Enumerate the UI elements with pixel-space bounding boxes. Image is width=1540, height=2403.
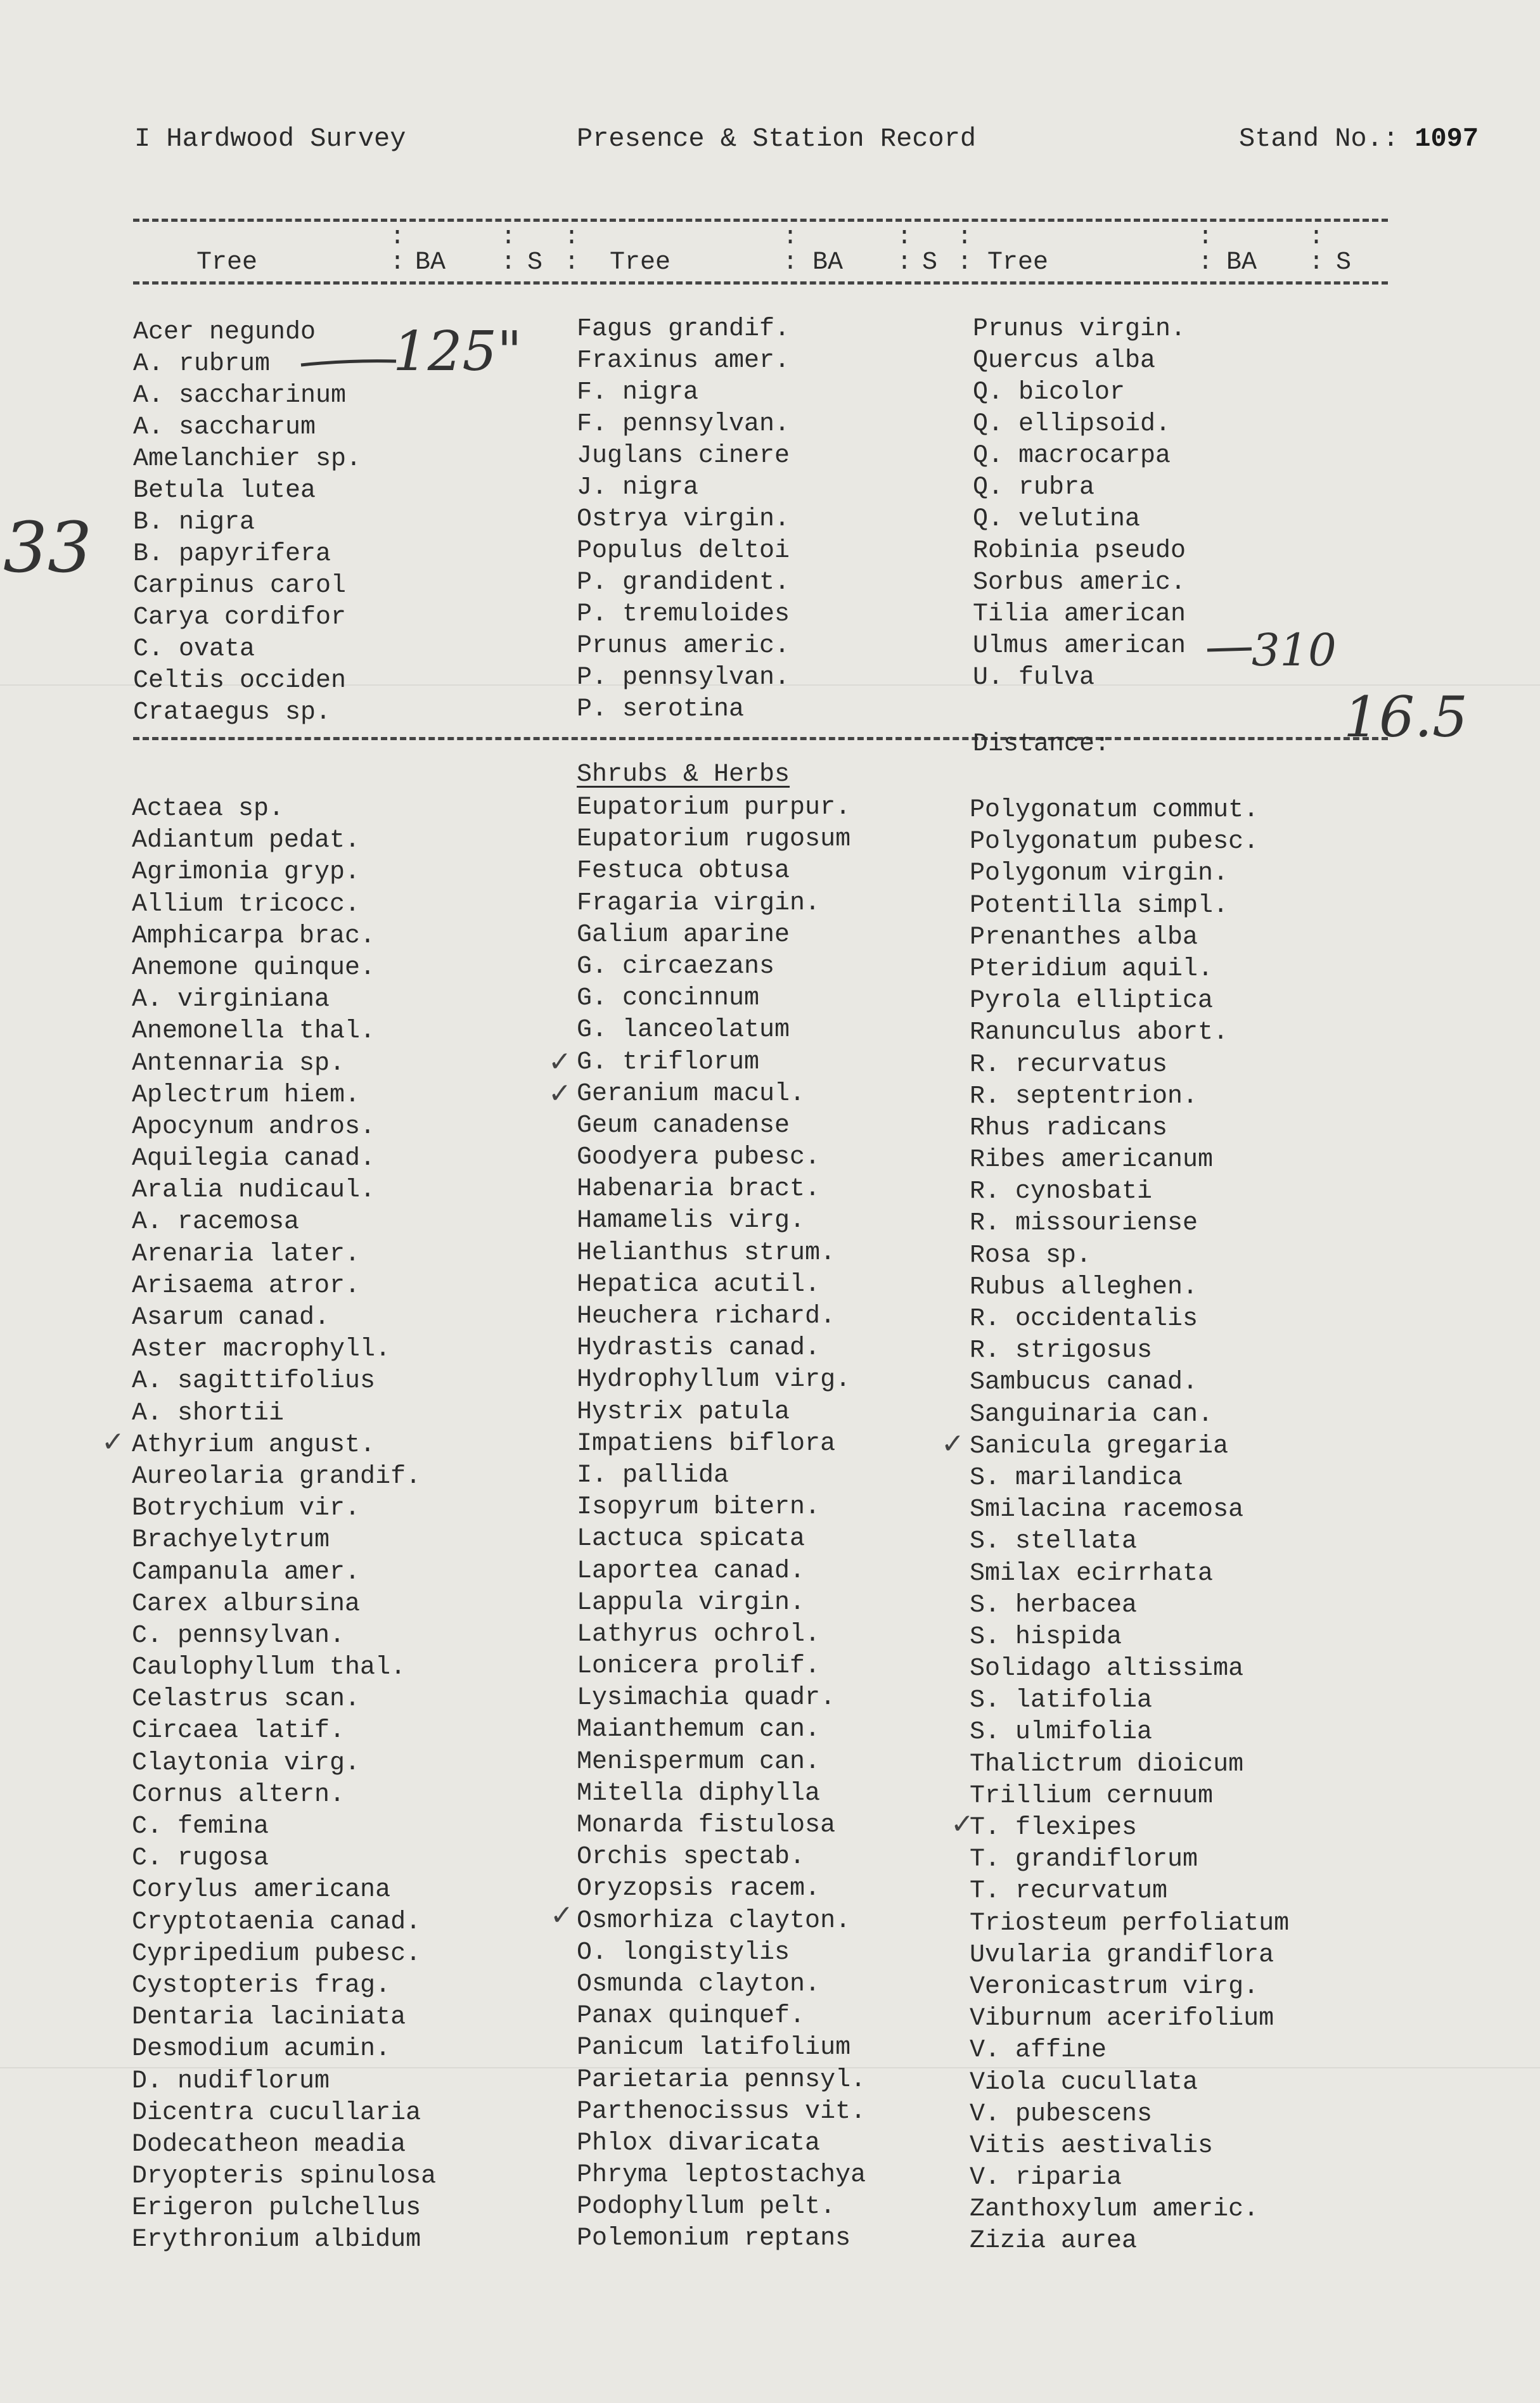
species-entry: Rubus alleghen.: [970, 1272, 1198, 1302]
paper-fold: [0, 684, 1540, 686]
species-entry: Podophyllum pelt.: [577, 2193, 836, 2222]
species-entry: Q. velutina: [973, 505, 1141, 534]
species-entry: Orchis spectab.: [577, 1843, 805, 1872]
species-entry: A. virginiana: [132, 985, 330, 1015]
species-entry: Zizia aurea: [970, 2227, 1138, 2256]
species-entry: Sanicula gregaria: [970, 1432, 1229, 1461]
species-entry: Polygonum virgin.: [970, 859, 1229, 888]
species-entry: Cystopteris frag.: [132, 1971, 391, 2000]
species-entry: R. occidentalis: [970, 1305, 1198, 1333]
species-entry: Ostrya virgin.: [577, 505, 790, 534]
species-entry: Prenanthes alba: [970, 923, 1198, 952]
survey-title: I Hardwood Survey: [134, 124, 406, 154]
species-entry: Pyrola elliptica: [970, 987, 1214, 1016]
species-entry: G. triflorum: [577, 1048, 760, 1077]
species-entry: F. nigra: [577, 378, 699, 407]
species-entry: Juglans cinere: [577, 442, 790, 470]
species-entry: Dentaria laciniata: [132, 2003, 406, 2032]
species-entry: Zanthoxylum americ.: [970, 2195, 1259, 2224]
tree-list-column-2: [577, 314, 790, 726]
column-separator: : :: [501, 223, 517, 277]
species-entry: S. stellata: [970, 1527, 1138, 1556]
species-entry: Galium aparine: [577, 920, 790, 949]
species-entry: Amphicarpa brac.: [132, 921, 376, 951]
species-entry: Aster macrophyll.: [132, 1335, 391, 1364]
species-entry: Smilax ecirrhata: [970, 1559, 1214, 1588]
species-entry: Helianthus strum.: [577, 1238, 836, 1267]
species-entry: Monarda fistulosa: [577, 1811, 836, 1840]
stand-number: 1097: [1415, 124, 1479, 154]
check-mark-icon: ✓: [550, 1899, 574, 1932]
species-entry: Anemonella thal.: [132, 1017, 376, 1046]
species-entry: Habenaria bract.: [577, 1175, 821, 1204]
species-entry: Q. ellipsoid.: [973, 410, 1171, 439]
species-entry: Populus deltoi: [577, 537, 790, 565]
species-entry: Impatiens biflora: [577, 1429, 836, 1458]
species-entry: Claytonia virg.: [132, 1748, 361, 1778]
species-entry: Carex albursina: [132, 1589, 361, 1618]
species-entry: A. saccharinum: [133, 381, 347, 410]
species-entry: Ribes americanum: [970, 1146, 1214, 1175]
column-header-tree: Tree: [987, 248, 1049, 277]
species-entry: Dicentra cucullaria: [132, 2098, 421, 2127]
species-entry: Polygonatum pubesc.: [970, 828, 1259, 857]
record-title: Presence & Station Record: [577, 124, 977, 154]
species-entry: Oryzopsis racem.: [577, 1874, 821, 1904]
species-entry: Sambucus canad.: [970, 1368, 1198, 1397]
species-entry: C. femina: [132, 1812, 269, 1841]
column-header-ba: BA: [812, 248, 844, 277]
herb-list-column-3: [970, 795, 1289, 2258]
species-entry: Celtis occiden: [133, 667, 347, 695]
species-entry: Panax quinquef.: [577, 2002, 805, 2031]
species-entry: Veronicastrum virg.: [970, 1972, 1259, 2001]
species-entry: Q. macrocarpa: [973, 442, 1171, 470]
species-entry: Agrimonia gryp.: [132, 858, 361, 887]
species-entry: Rhus radicans: [970, 1113, 1168, 1143]
species-entry: A. sagittifolius: [132, 1367, 376, 1396]
species-entry: Pteridium aquil.: [970, 954, 1214, 984]
column-separator: : :: [897, 223, 913, 277]
species-entry: Smilacina racemosa: [970, 1496, 1244, 1525]
species-entry: Aureolaria grandif.: [132, 1462, 421, 1491]
species-entry: Aplectrum hiem.: [132, 1080, 361, 1110]
species-entry: Prunus virgin.: [973, 315, 1186, 343]
species-entry: C. ovata: [133, 635, 255, 663]
check-mark-icon: ✓: [951, 1808, 974, 1840]
species-entry: R. septentrion.: [970, 1082, 1198, 1111]
species-entry: Lonicera prolif.: [577, 1652, 821, 1681]
species-entry: Celastrus scan.: [132, 1685, 361, 1714]
species-entry: R. cynosbati: [970, 1177, 1153, 1207]
species-entry: Adiantum pedat.: [132, 826, 361, 855]
species-entry: A. saccharum: [133, 413, 316, 442]
species-entry: Polemonium reptans: [577, 2224, 851, 2253]
species-entry: O. longistylis: [577, 1938, 790, 1967]
species-entry: Cypripedium pubesc.: [132, 1939, 421, 1968]
species-entry: Brachyelytrum: [132, 1526, 330, 1555]
species-entry: Cornus altern.: [132, 1780, 345, 1809]
species-entry: Rosa sp.: [970, 1241, 1092, 1270]
column-separator: : :: [783, 223, 799, 277]
species-entry: R. missouriense: [970, 1209, 1198, 1238]
species-entry: J. nigra: [577, 473, 699, 502]
species-entry: Uvularia grandiflora: [970, 1940, 1274, 1970]
handwritten-distance-value: 16.5: [1344, 684, 1468, 750]
species-entry: Allium tricocc.: [132, 890, 361, 919]
column-separator: : :: [957, 223, 973, 277]
species-entry: Thalictrum dioicum: [970, 1750, 1244, 1779]
species-entry: Osmorhiza clayton.: [577, 1906, 851, 1935]
species-entry: Carya cordifor: [133, 603, 347, 632]
species-entry: I. pallida: [577, 1461, 729, 1490]
column-header-s: S: [1336, 248, 1352, 277]
species-entry: Phlox divaricata: [577, 2129, 821, 2158]
species-entry: Eupatorium rugosum: [577, 825, 851, 854]
species-entry: P. grandident.: [577, 568, 790, 597]
species-entry: Ranunculus abort.: [970, 1018, 1229, 1048]
species-entry: Menispermum can.: [577, 1747, 821, 1776]
tree-list-column-3: [973, 314, 1186, 694]
handwritten-dash: [1204, 639, 1255, 658]
check-mark-icon: ✓: [548, 1077, 572, 1110]
species-entry: Viburnum acerifolium: [970, 2004, 1274, 2034]
species-entry: A. racemosa: [132, 1208, 300, 1237]
species-entry: Panicum latifolium: [577, 2034, 851, 2063]
species-entry: Geum canadense: [577, 1111, 790, 1140]
species-entry: Actaea sp.: [132, 795, 285, 823]
divider-trees-bottom: [133, 737, 1388, 740]
species-entry: Amelanchier sp.: [133, 445, 362, 473]
species-entry: D. nudiflorum: [132, 2067, 330, 2096]
species-entry: Asarum canad.: [132, 1304, 330, 1332]
species-entry: Arenaria later.: [132, 1240, 361, 1269]
species-entry: T. grandiflorum: [970, 1845, 1198, 1874]
species-entry: T. flexipes: [970, 1814, 1138, 1842]
species-entry: Circaea latif.: [132, 1717, 345, 1746]
shrubs-herbs-heading: Shrubs & Herbs: [577, 760, 790, 789]
species-entry: Viola cucullata: [970, 2068, 1198, 2097]
species-entry: S. marilandica: [970, 1463, 1183, 1492]
check-mark-icon: ✓: [101, 1426, 125, 1458]
species-entry: Dodecatheon meadia: [132, 2130, 406, 2159]
column-header-ba: BA: [415, 248, 446, 277]
species-entry: C. rugosa: [132, 1844, 269, 1873]
column-header-s: S: [527, 248, 543, 277]
species-entry: V. affine: [970, 2036, 1107, 2065]
species-entry: G. concinnum: [577, 984, 760, 1013]
species-entry: Laportea canad.: [577, 1556, 805, 1586]
species-entry: Vitis aestivalis: [970, 2131, 1214, 2160]
species-entry: Maianthemum can.: [577, 1715, 821, 1745]
stand-label: Stand No.:: [1239, 124, 1399, 154]
species-entry: Festuca obtusa: [577, 857, 790, 886]
column-separator: : :: [390, 223, 406, 277]
tree-list-column-1: [133, 317, 361, 729]
column-separator: : :: [564, 223, 580, 277]
species-entry: Robinia pseudo: [973, 537, 1186, 565]
species-entry: Hydrophyllum virg.: [577, 1366, 851, 1395]
species-entry: Potentilla simpl.: [970, 891, 1229, 920]
species-entry: Arisaema atror.: [132, 1271, 361, 1300]
species-entry: Fagus grandif.: [577, 315, 790, 343]
species-entry: G. lanceolatum: [577, 1016, 790, 1045]
species-entry: Hystrix patula: [577, 1397, 790, 1426]
column-header-ba: BA: [1226, 248, 1257, 277]
species-entry: Q. rubra: [973, 473, 1095, 502]
species-entry: Campanula amer.: [132, 1558, 361, 1587]
species-entry: Acer negundo: [133, 318, 316, 347]
species-entry: Hepatica acutil.: [577, 1270, 821, 1299]
species-entry: Geranium macul.: [577, 1079, 805, 1108]
species-entry: B. papyrifera: [133, 540, 331, 568]
species-entry: Isopyrum bitern.: [577, 1493, 821, 1522]
species-entry: Polygonatum commut.: [970, 796, 1259, 824]
herb-list-column-1: [132, 793, 436, 2257]
species-entry: P. pennsylvan.: [577, 663, 790, 692]
species-entry: Caulophyllum thal.: [132, 1653, 406, 1682]
species-entry: P. serotina: [577, 695, 745, 724]
species-entry: Lappula virgin.: [577, 1588, 805, 1617]
species-entry: Heuchera richard.: [577, 1302, 836, 1331]
species-entry: Hamamelis virg.: [577, 1207, 805, 1236]
species-entry: A. rubrum: [133, 350, 271, 378]
species-entry: Parietaria pennsyl.: [577, 2065, 866, 2094]
species-entry: Prunus americ.: [577, 632, 790, 660]
check-mark-icon: ✓: [548, 1046, 572, 1078]
species-entry: Trillium cernuum: [970, 1781, 1214, 1810]
species-entry: Eupatorium purpur.: [577, 793, 851, 822]
species-entry: Hydrastis canad.: [577, 1334, 821, 1363]
species-entry: V. riparia: [970, 2163, 1122, 2193]
species-entry: P. tremuloides: [577, 600, 790, 629]
species-entry: Fraxinus amer.: [577, 347, 790, 375]
column-separator: : :: [1198, 223, 1214, 277]
species-entry: B. nigra: [133, 508, 255, 537]
species-entry: Ulmus american: [973, 632, 1186, 660]
species-entry: C. pennsylvan.: [132, 1621, 345, 1650]
species-entry: Athyrium angust.: [132, 1430, 376, 1459]
species-entry: Aralia nudicaul.: [132, 1176, 376, 1205]
species-entry: Anemone quinque.: [132, 953, 376, 982]
species-entry: Lysimachia quadr.: [577, 1684, 836, 1713]
species-entry: Fragaria virgin.: [577, 888, 821, 918]
species-entry: S. hispida: [970, 1622, 1122, 1651]
column-header-tree: Tree: [610, 248, 671, 277]
species-entry: Aquilegia canad.: [132, 1144, 376, 1174]
handwritten-dash: [298, 347, 399, 373]
species-entry: Betula lutea: [133, 477, 316, 505]
species-entry: R. recurvatus: [970, 1050, 1168, 1079]
species-entry: V. pubescens: [970, 2099, 1153, 2129]
herb-list-column-2: [577, 792, 866, 2255]
species-entry: Osmunda clayton.: [577, 1970, 821, 1999]
column-separator: : :: [1309, 223, 1325, 277]
species-entry: Parthenocissus vit.: [577, 2097, 866, 2126]
species-entry: S. latifolia: [970, 1686, 1153, 1715]
check-mark-icon: ✓: [941, 1428, 965, 1460]
distance-label: Distance:: [973, 730, 1110, 759]
species-entry: Lactuca spicata: [577, 1525, 805, 1554]
species-entry: Goodyera pubesc.: [577, 1143, 821, 1172]
species-entry: G. circaezans: [577, 952, 775, 981]
stand-number-field: [1239, 124, 1479, 154]
species-entry: Antennaria sp.: [132, 1049, 345, 1078]
species-entry: Dryopteris spinulosa: [132, 2162, 437, 2191]
species-entry: Botrychium vir.: [132, 1494, 361, 1523]
species-entry: F. pennsylvan.: [577, 410, 790, 439]
species-entry: Cryptotaenia canad.: [132, 1907, 421, 1937]
handwritten-ulmus-note: 310: [1252, 624, 1337, 676]
paper-fold: [0, 2067, 1540, 2068]
species-entry: Sanguinaria can.: [970, 1400, 1214, 1429]
species-entry: S. ulmifolia: [970, 1718, 1153, 1747]
species-entry: Erigeron pulchellus: [132, 2194, 421, 2223]
species-entry: Corylus americana: [132, 1876, 391, 1905]
species-entry: Lathyrus ochrol.: [577, 1620, 821, 1649]
column-header-s: S: [922, 248, 938, 277]
divider-top: [133, 219, 1388, 222]
species-entry: T. recurvatum: [970, 1877, 1168, 1906]
species-entry: Sorbus americ.: [973, 568, 1186, 597]
species-entry: Triosteum perfoliatum: [970, 1909, 1290, 1938]
species-entry: U. fulva: [973, 663, 1095, 692]
handwritten-rubrum-note: 125": [393, 320, 522, 383]
species-entry: Q. bicolor: [973, 378, 1126, 407]
column-header-tree: Tree: [196, 248, 258, 277]
divider-header-bottom: [133, 281, 1388, 285]
species-entry: Phryma leptostachya: [577, 2161, 866, 2190]
species-entry: Solidago altissima: [970, 1655, 1244, 1684]
species-entry: Crataegus sp.: [133, 698, 331, 727]
species-entry: Quercus alba: [973, 347, 1156, 375]
species-entry: Apocynum andros.: [132, 1112, 376, 1141]
species-entry: Mitella diphylla: [577, 1779, 821, 1808]
species-entry: Erythronium albidum: [132, 2226, 421, 2255]
species-entry: R. strigosus: [970, 1336, 1153, 1366]
species-entry: Desmodium acumin.: [132, 2035, 391, 2064]
species-entry: S. herbacea: [970, 1591, 1138, 1620]
species-entry: Carpinus carol: [133, 572, 347, 600]
species-entry: Tilia american: [973, 600, 1186, 629]
handwritten-margin-note: 33: [3, 507, 92, 588]
species-entry: A. shortii: [132, 1399, 285, 1428]
